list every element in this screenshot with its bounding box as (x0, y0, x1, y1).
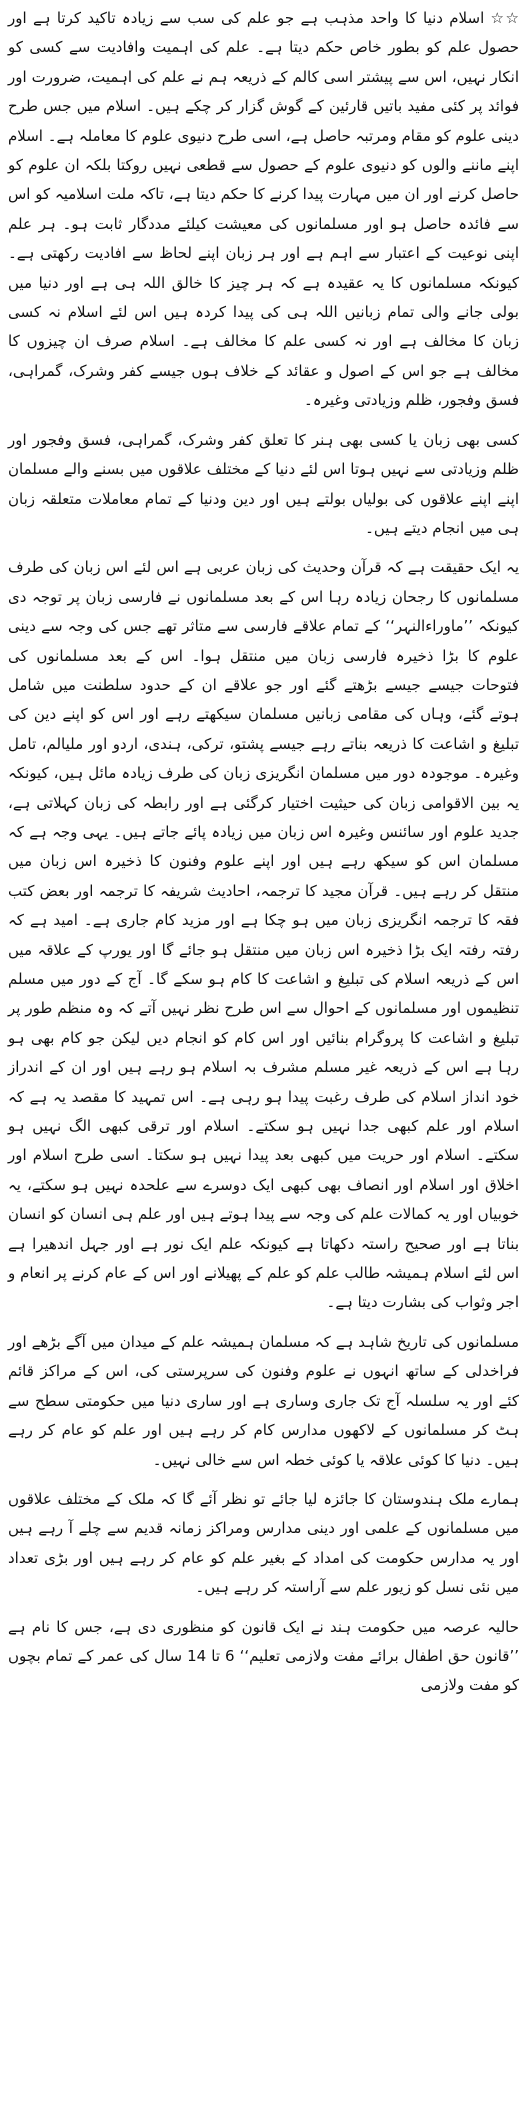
paragraph-5: ہمارے ملک ہندوستان کا جائزہ لیا جائے تو نظر آئے گا کہ ملک کے مختلف علاقوں میں مسلمانوں کے علمی اور دینی مدارس ومراکز زمانہ قدیم سے چلے آ رہے ہیں اور یہ مدارس حکومت کی امداد کے بغیر علم کو عام کر رہے ہیں اور بڑی تعداد میں نئی نسل کو زیور علم سے آراستہ کر رہے ہیں۔ (8, 1489, 519, 1597)
paragraph-6: حالیہ عرصہ میں حکومت ہند نے ایک قانون کو منظوری دی ہے، جس کا نام ہے ’’قانون حق اطفال برائے مفت ولازمی تعلیم‘‘ 6 تا 14 سال کی عمر کے تمام بچوں کو مفت ولازمی (8, 1617, 519, 1695)
paragraph-2: کسی بھی زبان یا کسی بھی ہنر کا تعلق کفر وشرک، گمراہی، فسق وفجور اور ظلم وزیادتی سے نہیں ہوتا اس لئے دنیا کے مختلف علاقوں میں بسنے والے مسلمان اپنے اپنے علاقوں کی بولیاں بولتے ہیں اور دین ودنیا کے تمام معاملات متعلقہ زبان ہی میں انجام دیتے ہیں۔ (8, 430, 519, 537)
paragraph-4: مسلمانوں کی تاریخ شاہد ہے کہ مسلمان ہمیشہ علم کے میدان میں آگے بڑھے اور فراخدلی کے ساتھ انہوں نے علوم وفنون کی سرپرستی کی، اس کے مراکز قائم کئے اور یہ سلسلہ آج تک جاری وساری ہے اور ساری دنیا میں حکومتی سطح سے ہٹ کر مسلمانوں کے لاکھوں مدارس کام کر رہے ہیں اور علم کو عام کر رہے ہیں۔ دنیا کا کوئی علاقہ یا کوئی خطہ اس سے خالی نہیں۔ (8, 1332, 519, 1469)
paragraph-3: یہ ایک حقیقت ہے کہ قرآن وحدیث کی زبان عربی ہے اس لئے اس زبان کی طرف مسلمانوں کا رجحان زیادہ رہا اس کے بعد مسلمانوں نے فارسی زبان پر توجہ دی کیونکہ ’’ماوراءالنہر‘‘ کے تمام علاقے فارسی سے متاثر تھے جس کی وجہ سے دینی علوم کا بڑا ذخیرہ فارسی زبان میں منتقل ہوا۔ اس کے بعد مسلمانوں کی فتوحات جیسے جیسے بڑھتے گئے اور جو علاقے ان کے حدود سلطنت میں شامل ہوتے گئے، وہاں کی مقامی زبانیں مسلمان سیکھتے رہے اور اس کو اپنے دین کی تبلیغ و اشاعت کا ذریعہ بناتے رہے جیسے پشتو، ترکی، ہندی، اردو اور ملیالم، تامل وغیرہ۔ موجودہ دور میں مسلمان انگریزی زبان کی طرف زیادہ مائل ہیں، کیونکہ یہ بین الاقوامی زبان کی حیثیت اختیار کرگئی ہے اور رابطہ کی زبان کہلاتی ہے، جدید علوم اور سائنس وغیرہ اس زبان میں زیادہ پائے جاتے ہیں۔ یہی وجہ ہے کہ مسلمان اس کو سیکھ رہے ہیں اور اپنے علوم وفنون کا ذخیرہ اس زبان میں منتقل کر رہے ہیں۔ قرآن مجید کا ترجمہ، احادیث شریفہ کا ترجمہ اور بعض کتب فقہ کا ترجمہ انگریزی زبان میں ہو چکا ہے اور مزید کام جاری ہے۔ امید ہے کہ رفتہ رفتہ ایک بڑا ذخیرہ اس زبان میں منتقل ہو جائے گا اور یورپ کے علاقہ میں اس کے ذریعہ اسلام کی تبلیغ و اشاعت کا کام ہو سکے گا۔ آج کے دور میں مسلم تنظیموں اور مسلمانوں کے احوال سے اس طرح نظر نہیں آتے کہ وہ منظم طور پر تبلیغ و اشاعت کا پروگرام بنائیں اور اس کام کو انجام دیں لیکن جو کام بھی ہو رہا ہے اس کے ذریعہ غیر مسلم مشرف بہ اسلام ہو رہے ہیں اور ان کے اندراز خود انداز اسلام کی طرف رغبت پیدا ہو رہی ہے۔ اس تمہید کا مقصد یہ ہے کہ اسلام اور علم کبھی جدا نہیں ہو سکتے۔ اسلام اور ترقی کبھی الگ نہیں ہو سکتے۔ اسلام اور حریت میں کبھی بعد پیدا نہیں ہو سکتا۔ اسی طرح اسلام اور اخلاق اور اسلام اور انصاف بھی کبھی ایک دوسرے سے علحدہ نہیں ہو سکتے، یہ خوبیاں اور یہ کمالات علم کی وجہ سے پیدا ہوتے ہیں اور علم ہی انسان کو انسان بناتا ہے اور صحیح راستہ دکھاتا ہے کیونکہ علم ایک نور ہے اور جہل اندھیرا ہے اس لئے اسلام ہمیشہ طالب علم کو علم کے پھیلانے اور اس کے عام کرنے پر انعام و اجر وثواب کی بشارت دیتا ہے۔ (8, 558, 519, 1312)
paragraph-1: ☆☆ اسلام دنیا کا واحد مذہب ہے جو علم کی سب سے زیادہ تاکید کرتا ہے اور حصول علم کو بطور خاص حکم دیتا ہے۔ علم کی اہمیت وافادیت سے کسی کو انکار نہیں، اس سے پیشتر اسی کالم کے ذریعہ ہم نے علم کی اہمیت، ضرورت اور فوائد پر کئی مفید باتیں قارئین کے گوش گزار کر چکے ہیں۔ اسلام میں جس طرح دینی علوم کو مقام ومرتبہ حاصل ہے، اسی طرح دنیوی علوم کا معاملہ ہے۔ اسلام اپنے ماننے والوں کو دنیوی علوم کے حصول سے قطعی نہیں روکتا بلکہ ان علوم کو حاصل کرنے اور ان میں مہارت پیدا کرنے کا حکم دیتا ہے، تاکہ ملت اسلامیہ کو اس سے فائدہ حاصل ہو اور مسلمانوں کی معیشت کیلئے مددگار ثابت ہو۔ ہر علم اپنی نوعیت کے اعتبار سے اہم ہے اور ہر زبان اپنے لحاظ سے افادیت رکھتی ہے۔ کیونکہ مسلمانوں کا یہ عقیدہ ہے کہ ہر چیز کا خالق اللہ ہی ہے اور دنیا میں بولی جانے والی تمام زبانیں اللہ ہی کی پیدا کردہ ہیں اس لئے اسلام نہ کسی زبان کا مخالف ہے اور نہ کسی علم کا مخالف ہے۔ اسلام صرف ان چیزوں کا مخالف ہے جو اس کے اصول و عقائد کے خلاف ہوں جیسے کفر وشرک، گمراہی، فسق وفجور، ظلم وزیادتی وغیرہ۔ (7, 9, 519, 410)
